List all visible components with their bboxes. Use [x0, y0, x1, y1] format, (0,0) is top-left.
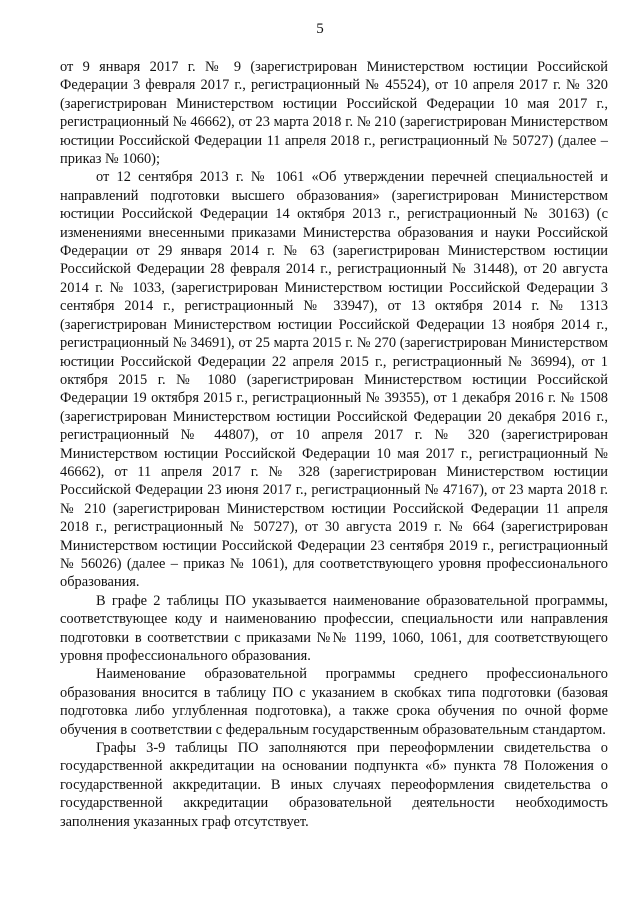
paragraph-order-1060-continuation: от 9 января 2017 г. № 9 (зарегистрирован Министерством юстиции Российской Федерации 3 февраля 2017 г., регистрационный № 45524), от 10 апреля 2017 г. № 320 (зарегистрирован Министерством юстиции Российской Федерации 10 мая 2017 г., регистрационный № 46662), от 23 марта 2018 г. № 210 (зарегистрирован Министерством юстиции Российской Федерации 11 апреля 2018 г., регистрационный № 50727) (далее – приказ № 1060);: [60, 59, 608, 168]
paragraph-columns-3-9: Графы 3-9 таблицы ПО заполняются при переоформлении свидетельства о государственной аккредитации на основании подпункта «б» пункта 78 Положения о государственной аккредитации. В иных случаях переоформления свидетельства о государственной аккредитации образовательной деятельности необходимость заполнения указанных граф отсутствует.: [60, 740, 608, 830]
paragraph-order-1061: от 12 сентября 2013 г. № 1061 «Об утверждении перечней специальностей и направлений подготовки высшего образования» (зарегистрирован Министерством юстиции Российской Федерации 14 октября 2013 г., регистрационный № 30163) (с изменениями внесенными приказами Министерства образования и науки Российской Федерации от 29 января 2014 г. № 63 (зарегистрирован Министерством юстиции Российской Федерации 28 февраля 2014 г., регистрационный № 31448), от 20 августа 2014 г. № 1033, (зарегистрирован Министерством юстиции Российской Федерации 3 сентября 2014 г., регистрационный № 33947), от 13 октября 2014 г. № 1313 (зарегистрирован Министерством юстиции Российской Федерации 13 ноября 2014 г., регистрационный № 34691), от 25 марта 2015 г. № 270 (зарегистрирован Министерством юстиции Российской Федерации 22 апреля 2015 г., регистрационный № 36994), от 1 октября 2015 г. № 1080 (зарегистрирован Министерством юстиции Российской Федерации 19 октября 2015 г., регистрационный № 39355), от 1 декабря 2016 г. № 1508 (зарегистрирован Министерством юстиции Российской Федерации 20 декабря 2016 г., регистрационный № 44807), от 10 апреля 2017 г. № 320 (зарегистрирован Министерством юстиции Российской Федерации 10 мая 2017 г., регистрационный № 46662), от 11 апреля 2017 г. № 328 (зарегистрирован Министерством юстиции Российской Федерации 23 июня 2017 г., регистрационный № 47167), от 23 марта 2018 г. № 210 (зарегистрирован Министерством юстиции Российской Федерации 11 апреля 2018 г., регистрационный № 50727), от 30 августа 2019 г. № 664 (зарегистрирован Министерством юстиции Российской Федерации 23 сентября 2019 г., регистрационный № 56026) (далее – приказ № 1061), для соответствующего уровня профессионального образования.: [60, 169, 608, 591]
document-body: [60, 58, 608, 831]
page-number: 5: [316, 21, 324, 37]
paragraph-column-2: В графе 2 таблицы ПО указывается наименование образовательной программы, соответствующее коду и наименованию профессии, специальности или направления подготовки в соответствии с приказами №№ 1199, 1060, 1061, для соответствующего уровня профессионального образования.: [60, 592, 608, 664]
paragraph-program-name: Наименование образовательной программы среднего профессионального образования вносится в таблицу ПО с указанием в скобках типа подготовки (базовая подготовка либо углубленная подготовка), а также срока обучения по очной форме обучения в соответствии с федеральным государственным образовательным стандартом.: [60, 666, 608, 738]
